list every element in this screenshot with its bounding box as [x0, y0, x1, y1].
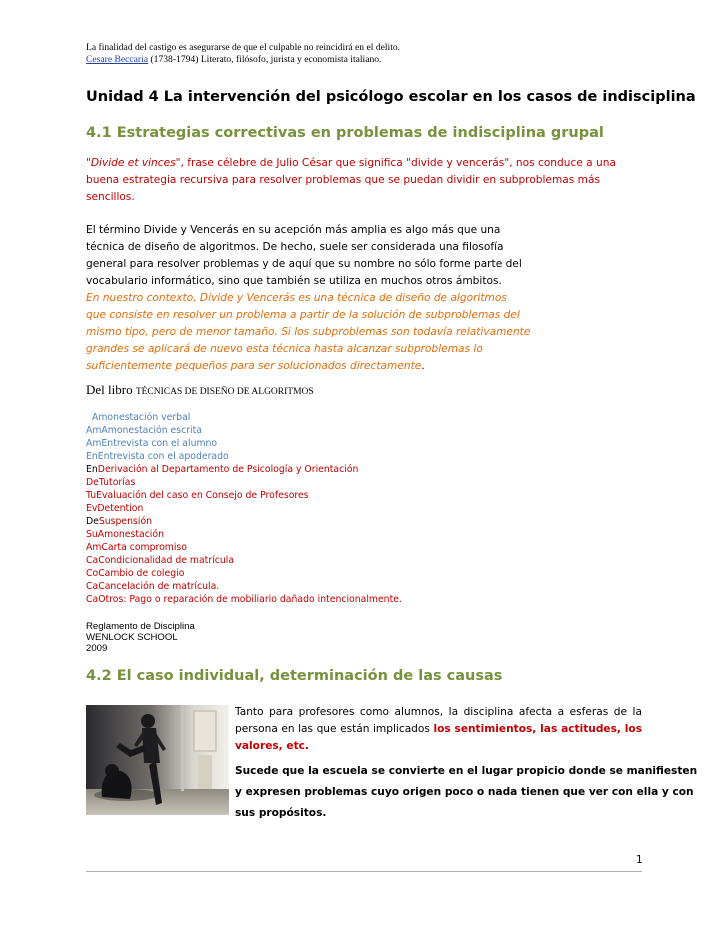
- sanction-item: [86, 411, 506, 424]
- intro-latin-phrase: "Divide et vinces: [86, 157, 176, 169]
- sanction-label: Suspensión: [98, 516, 153, 527]
- sanction-label: Evaluación del caso en Consejo de Profesores: [96, 490, 309, 501]
- intro-line-1: ", frase célebre de Julio César que significa "divide y vencerás", nos conduce a una: [175, 157, 616, 169]
- italic-body-line: suficientemente pequeños para ser solucionados directamente: [86, 360, 422, 372]
- p2-line-1: Sucede que la escuela se convierte en el lugar propicio donde se manifiesten: [235, 765, 698, 777]
- sanction-item: [86, 463, 506, 476]
- sanction-label: Carta compromiso: [101, 542, 187, 553]
- book-source-prefix: Del libro: [86, 382, 133, 397]
- intro-paragraph: [86, 155, 642, 206]
- sanction-label: Entrevista con el apoderado: [97, 451, 229, 462]
- quote-attribution: [86, 54, 646, 66]
- sanction-prefix: De: [86, 516, 99, 527]
- sanction-prefix: Ca: [86, 555, 99, 566]
- sanction-label: Entrevista con el alumno: [101, 438, 218, 449]
- sanction-prefix: En: [86, 451, 98, 462]
- sanction-item: [86, 580, 506, 593]
- p1-emphasis-end: valores, etc.: [235, 740, 309, 752]
- sanction-prefix: Ca: [86, 594, 99, 605]
- regulation-school: WENLOCK SCHOOL: [86, 632, 178, 643]
- sentence-end-period: .: [421, 360, 425, 372]
- sanction-prefix: Ev: [86, 503, 98, 514]
- body-line: técnica de diseño de algoritmos. De hecho, suele ser considerada una filosofía: [86, 241, 504, 253]
- sanctions-list: [86, 411, 506, 606]
- book-source: [86, 382, 314, 398]
- body-line: El término Divide y Vencerás en su acepción más amplia es algo más que una: [86, 224, 501, 236]
- p1-line-1: Tanto para profesores como alumnos, la disciplina afecta a esferas de la: [235, 706, 642, 718]
- sanction-item: [86, 502, 506, 515]
- section-4-2-heading: 4.2 El caso individual, determinación de las causas: [86, 668, 503, 684]
- sanction-label: Detention: [97, 503, 144, 514]
- sanction-prefix: Ca: [86, 581, 99, 592]
- italic-body-line: mismo tipo, pero de menor tamaño. Si los subproblemas son todavía relativamente: [86, 326, 531, 338]
- book-source-title: TÉCNICAS DE DISEÑO DE ALGORITMOS: [135, 387, 314, 397]
- regulation-title: Reglamento de Disciplina: [86, 621, 195, 632]
- unit-title: Unidad 4 La intervención del psicólogo escolar en los casos de indisciplina: [86, 89, 696, 105]
- body-line: general para resolver problemas y de aquí que su nombre no sólo forme parte del: [86, 258, 522, 270]
- intro-line-3: sencillos.: [86, 191, 135, 203]
- sanction-prefix: En: [86, 464, 98, 475]
- sanction-label: Derivación al Departamento de Psicología y Orientación: [97, 464, 359, 475]
- sanction-item: [86, 476, 506, 489]
- sanction-prefix: Su: [86, 529, 98, 540]
- p1-line-2: [235, 721, 642, 738]
- sanction-item: [86, 489, 506, 502]
- sanction-label: Otros: Pago o reparación de mobiliario dañado intencionalmente.: [98, 594, 402, 605]
- sanction-prefix: De: [86, 477, 99, 488]
- sanction-prefix: Am: [86, 438, 102, 449]
- author-link[interactable]: Cesare Beccaria: [86, 54, 149, 65]
- sanction-label: Condicionalidad de matrícula: [98, 555, 235, 566]
- sanction-prefix: Am: [86, 542, 102, 553]
- discipline-photo: [86, 705, 229, 815]
- p1-emphasis: los sentimientos, las actitudes, los: [433, 723, 642, 735]
- author-details: (1738-1794) Literato, filósofo, jurista y economista italiano.: [148, 54, 382, 65]
- sanction-label: Amonestación escrita: [101, 425, 202, 436]
- regulation-year: 2009: [86, 643, 108, 654]
- section-4-1-heading: 4.1 Estrategias correctivas en problemas de indisciplina grupal: [86, 125, 604, 141]
- sanction-item: [86, 593, 506, 606]
- p2-line-3: sus propósitos.: [235, 807, 327, 819]
- footer-rule: [86, 871, 642, 872]
- sanction-label: Cambio de colegio: [98, 568, 185, 579]
- p1-line-2-normal: persona en las que están implicados: [235, 723, 434, 735]
- sanction-prefix: Tu: [86, 490, 97, 501]
- body-line: vocabulario informático, sino que también se utiliza en muchos otros ámbitos.: [86, 275, 502, 287]
- sanction-item: [86, 567, 506, 580]
- page-number: 1: [636, 854, 643, 866]
- sanction-label: Cancelación de matrícula.: [98, 581, 220, 592]
- sanction-label: Amonestación: [97, 529, 164, 540]
- p2-line-2: y expresen problemas cuyo origen poco o nada tienen que ver con ella y con: [235, 786, 694, 798]
- intro-line-2: buena estrategia recursiva para resolver problemas que se puedan dividir en subproblemas más: [86, 174, 600, 186]
- section-4-2-text: [235, 704, 698, 822]
- italic-body-line: En nuestro contexto, Divide y Vencerás es una técnica de diseño de algoritmos: [86, 292, 507, 304]
- sanction-prefix: Co: [86, 568, 99, 579]
- student-kicking-image: [86, 705, 229, 815]
- sanction-item: [86, 437, 506, 450]
- sanction-prefix: Am: [86, 425, 102, 436]
- epigraph-quote: [86, 42, 646, 66]
- quote-text: La finalidad del castigo es asegurarse de que el culpable no reincidirá en el delito.: [86, 42, 401, 53]
- regulation-source: [86, 621, 195, 654]
- sanction-item: [86, 528, 506, 541]
- italic-body-line: que consiste en resolver un problema a partir de la solución de subproblemas del: [86, 309, 520, 321]
- sanction-item: [86, 541, 506, 554]
- sanction-item: [86, 424, 506, 437]
- sanction-item: [86, 554, 506, 567]
- italic-body-line: grandes se aplicará de nuevo esta técnica hasta alcanzar subproblemas lo: [86, 343, 483, 355]
- sanction-item: [86, 450, 506, 463]
- sanction-label: Amonestación verbal: [92, 412, 191, 423]
- sanction-item: [86, 515, 506, 528]
- sanction-label: Tutorías: [98, 477, 136, 488]
- divide-conquer-paragraph: [86, 222, 642, 375]
